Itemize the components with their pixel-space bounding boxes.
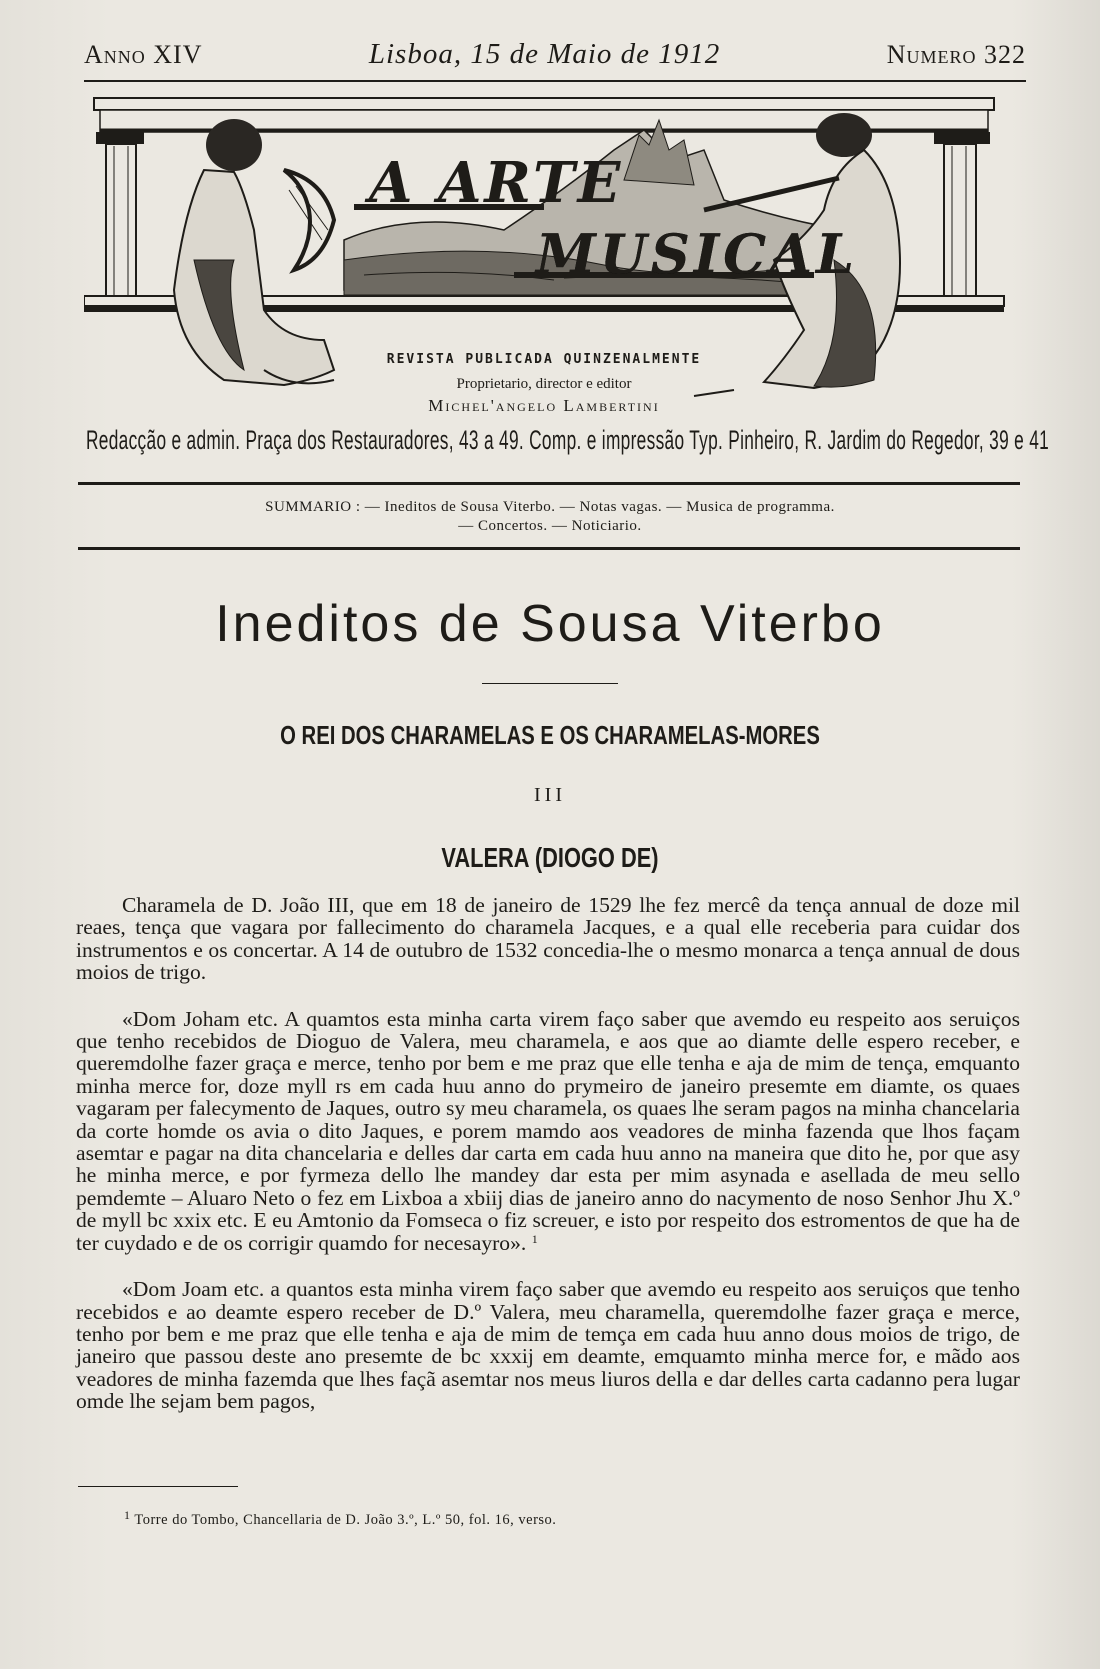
footnote-rule [78,1486,238,1487]
issue-number: Numero 322 [886,40,1026,69]
masthead-role: Proprietario, director e editor [456,376,632,392]
masthead-editor: Michel'angelo Lambertini [428,396,660,415]
summary [140,498,960,536]
page-header [84,38,1026,74]
title-divider [482,683,618,684]
summary-top-rule [78,482,1020,485]
article-body [76,894,1020,1413]
lyre-player-figure [174,119,334,385]
part-number: III [534,784,566,806]
footnote [124,1508,557,1529]
paragraph: Charamela de D. João III, que em 18 de janeiro de 1529 lhe fez mercê da tença annual de doze mil reaes, tença que vagara por fallecimento do charamela Jacques, e a qual elle receberia para cuidar dos instrumentos e os concertar. A 14 de outubro de 1532 concedia-lhe o mesmo monarca a tença annual de dous moios de trigo. [76,893,1020,985]
footnote-mark: 1 [124,1508,131,1522]
paragraph: «Dom Joam etc. a quantos esta minha virem faço saber que avemdo eu respeito aos seruiços que tenho recebidos e ao deamte espero receber de D.º Valera, meu charamella, queremdolhe fazer graça e merce, tenho por bem e me praz que elle tenha e aja de mim de temça em cada huu anno dous moios de trigo, de janeiro que passou deste ano presemte de bc xxxij em deamte, emquamto minha merce for, e mãdo aos veadores de minha fazemda que lhes façã asemtar nos meus liuros della e dar delles carta cadanno pera lugar omde lhe sejam bem pagos, [76,1277,1020,1414]
masthead-subtitle: REVISTA PUBLICADA QUINZENALMENTE [386,352,702,367]
paragraph-text: «Dom Joham etc. A quamtos esta minha carta virem faço saber que avemdo eu respeito aos seruiços que tenho recebidos de Dioguo de Valera, meu charamela, e aos que ao diamte delle espero receber, e queremdolhe fazer graça e merce, tenho por bem e me praz que elle tenha e aja de mim de tença, emquanto minha merce for, doze myll rs em cada huu anno do prymeiro de janeiro presemte em diamte, os quaes vagaram per falecymento de Jaques, outro sy meu charamela, os quaes lhe seram pagos na minha chancelaria da corte homde os avia o dito Jaques, e porem mamdo aos veadores de minha fazenda que lhos façam asemtar e pagar na dita chancelaria e delles dar carta em cada huu anno na maneira que dito he, por que asy he minha merce, e por fyrmeza dello lhe mandey dar esta per mim asynada e asellada de meu sello pemdemte – Aluaro Neto o fez em Lixboa a xbiij dias de janeiro anno do nacymento de noso Senhor Jhu X.º de myll bc xxix etc. E eu Amtonio da Fomseca o fiz screuer, e isto por respeito dos estromentos de que ha de ter cuydado e de os corrigir quamdo for necesayro». [76,1006,1020,1255]
masthead [84,90,1014,420]
header-rule [84,80,1026,82]
article-title: Ineditos de Sousa Viterbo [215,595,885,653]
summary-bottom-rule [78,547,1020,550]
masthead-address: Redacção e admin. Praça dos Restauradores, 43 a 49. Comp. e impressão Typ. Pinheiro, R. Jardim do Regedor, 39 e 41 [86,425,1050,455]
section-title: O REI DOS CHARAMELAS E OS CHARAMELAS-MORES [280,720,820,750]
issue-date: Lisboa, 15 de Maio de 1912 [368,38,721,70]
summary-line-2: — Concertos. — Noticiario. [458,518,642,534]
footnote-reference: 1 [531,1231,538,1246]
paragraph [76,1008,1020,1254]
masthead-title-arte: A ARTE [369,150,624,216]
summary-line-1: SUMMARIO : — Ineditos de Sousa Viterbo. — Notas vagas. — Musica de programma. [265,499,835,515]
left-column [96,132,144,304]
subject-heading: VALERA (DIOGO DE) [441,842,659,873]
year-volume: Anno XIV [84,40,203,69]
footnote-text: Torre do Tombo, Chancellaria de D. João 3.º, L.º 50, fol. 16, verso. [134,1512,557,1528]
masthead-title-musical: MUSICAL [536,222,858,286]
right-column [934,132,990,304]
